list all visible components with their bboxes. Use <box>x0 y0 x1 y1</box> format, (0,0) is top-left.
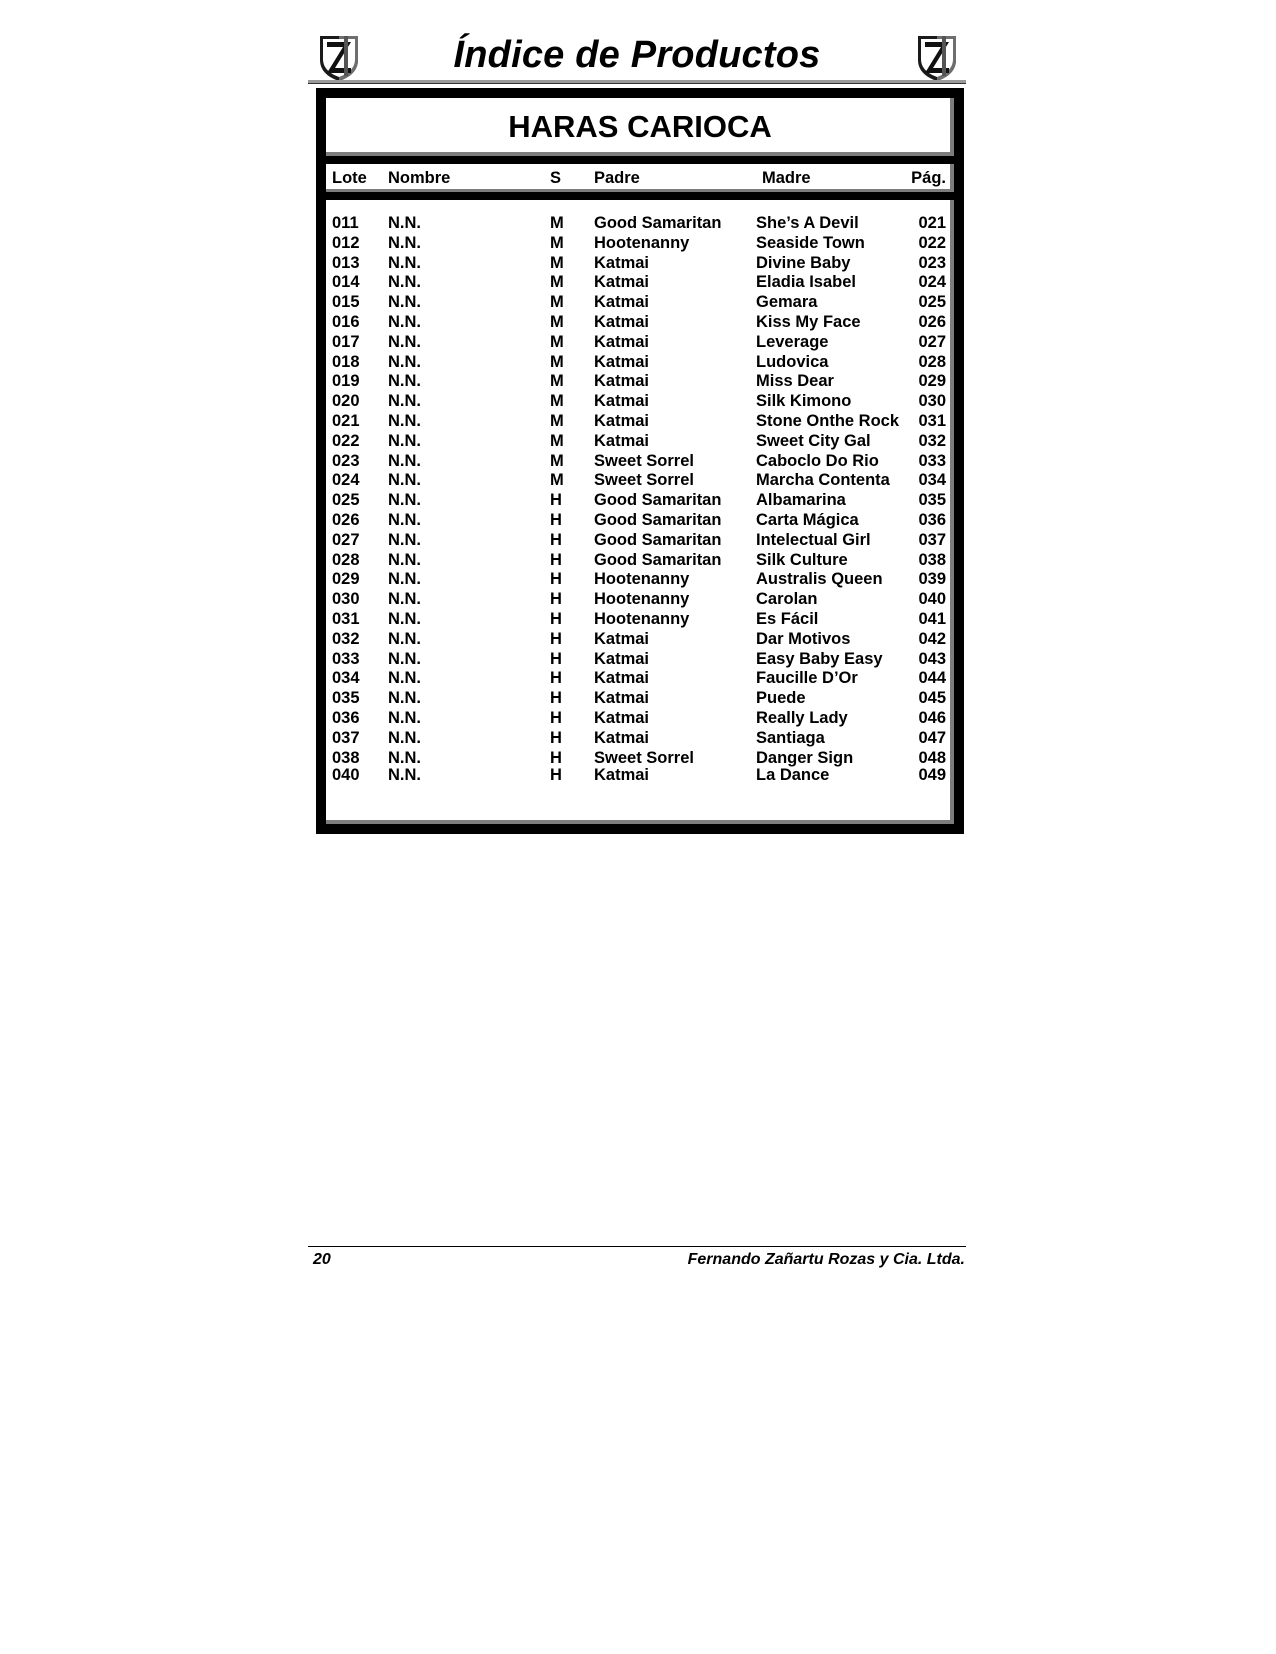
row-nombre: N.N. <box>388 629 421 648</box>
row-padre: Katmai <box>594 392 650 411</box>
row-padre: Katmai <box>594 629 650 648</box>
table-row <box>326 392 954 412</box>
row-sexo: M <box>550 392 564 411</box>
row-lote: 033 <box>332 649 360 668</box>
row-madre: Sweet City Gal <box>756 431 871 450</box>
row-sexo: M <box>550 332 564 351</box>
row-padre: Good Samaritan <box>594 214 722 232</box>
row-pagina: 044 <box>918 669 946 688</box>
row-madre: Stone Onthe Rock <box>756 412 900 430</box>
row-sexo: H <box>550 728 562 747</box>
row-padre: Katmai <box>594 728 650 747</box>
table-row <box>326 709 954 729</box>
table-row <box>326 293 954 313</box>
lots-table <box>326 200 954 824</box>
row-sexo: H <box>550 530 562 549</box>
row-lote: 019 <box>332 372 360 391</box>
row-madre: Leverage <box>756 332 829 351</box>
row-lote: 024 <box>332 471 360 490</box>
table-row <box>326 452 954 472</box>
row-lote: 029 <box>332 570 360 589</box>
table-row <box>326 432 954 452</box>
row-pagina: 038 <box>918 550 946 569</box>
row-padre: Katmai <box>594 766 650 785</box>
row-madre: Divine Baby <box>756 253 851 272</box>
row-madre: Santiaga <box>756 728 825 747</box>
row-pagina: 037 <box>918 530 946 549</box>
row-padre: Hootenanny <box>594 610 690 628</box>
table-row <box>326 313 954 333</box>
column-header-padre: Padre <box>594 169 640 187</box>
row-padre: Hootenanny <box>594 233 690 252</box>
row-nombre: N.N. <box>388 511 421 529</box>
row-nombre: N.N. <box>388 689 421 708</box>
row-lote: 037 <box>332 728 360 747</box>
catalog-frame <box>316 88 964 834</box>
row-madre: Easy Baby Easy <box>756 649 883 668</box>
row-nombre: N.N. <box>388 748 421 767</box>
row-pagina: 048 <box>918 748 946 767</box>
table-row <box>326 630 954 650</box>
row-lote: 018 <box>332 352 360 371</box>
row-madre: Gemara <box>756 293 818 312</box>
row-nombre: N.N. <box>388 392 421 411</box>
row-lote: 028 <box>332 550 360 569</box>
row-madre: Kiss My Face <box>756 313 861 331</box>
row-lote: 021 <box>332 412 360 430</box>
row-madre: Silk Kimono <box>756 392 852 411</box>
row-padre: Katmai <box>594 689 650 708</box>
row-lote: 026 <box>332 511 360 529</box>
table-row <box>326 353 954 373</box>
row-madre: Marcha Contenta <box>756 471 890 490</box>
table-row <box>326 531 954 551</box>
row-lote: 013 <box>332 253 360 272</box>
row-madre: Really Lady <box>756 709 848 727</box>
row-sexo: M <box>550 412 564 430</box>
row-padre: Good Samaritan <box>594 530 722 549</box>
zanartu-shield-logo-icon <box>912 32 962 82</box>
row-nombre: N.N. <box>388 491 421 510</box>
row-madre: Miss Dear <box>756 372 834 391</box>
row-lote: 023 <box>332 451 360 470</box>
row-nombre: N.N. <box>388 649 421 668</box>
row-nombre: N.N. <box>388 214 421 232</box>
row-padre: Good Samaritan <box>594 491 722 510</box>
row-sexo: H <box>550 590 562 609</box>
row-padre: Katmai <box>594 412 650 430</box>
row-lote: 025 <box>332 491 360 510</box>
row-sexo: H <box>550 629 562 648</box>
row-pagina: 045 <box>918 689 946 708</box>
row-nombre: N.N. <box>388 550 421 569</box>
column-header-madre: Madre <box>762 169 811 187</box>
breeder-name: HARAS CARIOCA <box>508 109 772 144</box>
table-row <box>326 372 954 392</box>
table-row <box>326 551 954 571</box>
table-row <box>326 412 954 432</box>
row-sexo: H <box>550 511 562 529</box>
table-header <box>326 164 954 192</box>
row-padre: Katmai <box>594 253 650 272</box>
row-lote: 020 <box>332 392 360 411</box>
row-nombre: N.N. <box>388 590 421 609</box>
row-pagina: 040 <box>918 590 946 609</box>
row-nombre: N.N. <box>388 372 421 391</box>
row-sexo: H <box>550 689 562 708</box>
row-padre: Katmai <box>594 313 650 331</box>
row-madre: Es Fácil <box>756 610 819 628</box>
row-pagina: 023 <box>918 253 946 272</box>
row-lote: 017 <box>332 332 360 351</box>
row-lote: 014 <box>332 273 360 292</box>
row-lote: 032 <box>332 629 360 648</box>
row-sexo: H <box>550 669 562 688</box>
row-sexo: H <box>550 550 562 569</box>
header-divider-line <box>308 83 966 84</box>
table-row <box>326 610 954 630</box>
row-padre: Katmai <box>594 273 650 292</box>
row-nombre: N.N. <box>388 352 421 371</box>
row-padre: Good Samaritan <box>594 511 722 529</box>
row-sexo: H <box>550 610 562 628</box>
row-sexo: M <box>550 253 564 272</box>
row-padre: Katmai <box>594 332 650 351</box>
row-sexo: M <box>550 352 564 371</box>
column-header-pagina: Pág. <box>911 169 946 187</box>
row-padre: Hootenanny <box>594 570 690 589</box>
row-nombre: N.N. <box>388 530 421 549</box>
row-pagina: 028 <box>918 352 946 371</box>
row-sexo: H <box>550 709 562 727</box>
row-nombre: N.N. <box>388 233 421 252</box>
row-nombre: N.N. <box>388 332 421 351</box>
row-madre: Eladia Isabel <box>756 273 856 292</box>
row-nombre: N.N. <box>388 293 421 312</box>
table-row <box>326 689 954 709</box>
row-madre: Silk Culture <box>756 550 848 569</box>
row-madre: Albamarina <box>756 491 846 510</box>
row-padre: Hootenanny <box>594 590 690 609</box>
row-madre: Dar Motivos <box>756 629 851 648</box>
table-row <box>326 511 954 531</box>
row-lote: 015 <box>332 293 360 312</box>
row-lote: 035 <box>332 689 360 708</box>
table-row <box>326 570 954 590</box>
row-nombre: N.N. <box>388 570 421 589</box>
footer-divider <box>308 1246 966 1247</box>
row-sexo: H <box>550 748 562 767</box>
row-pagina: 031 <box>918 412 946 430</box>
row-pagina: 043 <box>918 649 946 668</box>
row-sexo: H <box>550 491 562 510</box>
row-lote: 038 <box>332 748 360 767</box>
row-sexo: M <box>550 273 564 292</box>
table-row <box>326 590 954 610</box>
row-nombre: N.N. <box>388 669 421 688</box>
row-sexo: M <box>550 313 564 331</box>
row-pagina: 021 <box>918 214 946 232</box>
table-row <box>326 766 954 786</box>
row-nombre: N.N. <box>388 728 421 747</box>
row-madre: Ludovica <box>756 352 829 371</box>
page-title: Índice de Productos <box>453 34 821 76</box>
row-madre: Caboclo Do Rio <box>756 451 879 470</box>
row-madre: Danger Sign <box>756 748 854 767</box>
column-header-lote: Lote <box>332 169 367 187</box>
row-padre: Katmai <box>594 669 650 688</box>
row-sexo: M <box>550 431 564 450</box>
row-lote: 036 <box>332 709 360 727</box>
row-sexo: H <box>550 766 562 785</box>
row-nombre: N.N. <box>388 451 421 470</box>
row-padre: Katmai <box>594 372 650 391</box>
table-row <box>326 669 954 689</box>
row-pagina: 046 <box>918 709 946 727</box>
row-pagina: 033 <box>918 451 946 470</box>
row-padre: Good Samaritan <box>594 550 722 569</box>
row-nombre: N.N. <box>388 273 421 292</box>
page-number: 20 <box>313 1251 331 1268</box>
row-lote: 031 <box>332 610 360 628</box>
row-madre: She’s A Devil <box>756 214 859 232</box>
row-nombre: N.N. <box>388 412 421 430</box>
row-nombre: N.N. <box>388 253 421 272</box>
row-madre: La Dance <box>756 766 830 785</box>
table-row <box>326 471 954 491</box>
company-name: Fernando Zañartu Rozas y Cia. Ltda. <box>687 1251 965 1268</box>
row-pagina: 027 <box>918 332 946 351</box>
row-sexo: M <box>550 471 564 490</box>
row-madre: Carta Mágica <box>756 511 859 529</box>
table-row <box>326 333 954 353</box>
row-lote: 027 <box>332 530 360 549</box>
row-nombre: N.N. <box>388 471 421 490</box>
row-pagina: 024 <box>918 273 946 292</box>
table-row <box>326 650 954 670</box>
row-padre: Sweet Sorrel <box>594 451 694 470</box>
row-madre: Puede <box>756 689 806 708</box>
row-lote: 012 <box>332 233 360 252</box>
row-sexo: M <box>550 293 564 312</box>
row-pagina: 030 <box>918 392 946 411</box>
row-nombre: N.N. <box>388 431 421 450</box>
row-lote: 034 <box>332 669 360 688</box>
column-header-nombre: Nombre <box>388 169 451 187</box>
row-sexo: M <box>550 214 564 232</box>
row-pagina: 026 <box>918 313 946 331</box>
row-pagina: 047 <box>918 728 946 747</box>
row-padre: Sweet Sorrel <box>594 471 694 490</box>
row-sexo: H <box>550 570 562 589</box>
table-row <box>326 234 954 254</box>
column-header-sexo: S <box>550 169 562 187</box>
row-madre: Intelectual Girl <box>756 530 871 549</box>
row-pagina: 029 <box>918 372 946 391</box>
row-lote: 022 <box>332 431 360 450</box>
row-pagina: 022 <box>918 233 946 252</box>
row-lote: 016 <box>332 313 360 331</box>
row-madre: Carolan <box>756 590 818 609</box>
row-padre: Katmai <box>594 649 650 668</box>
table-row <box>326 214 954 234</box>
row-nombre: N.N. <box>388 610 421 628</box>
row-padre: Katmai <box>594 431 650 450</box>
table-row <box>326 254 954 274</box>
row-pagina: 035 <box>918 491 946 510</box>
row-madre: Faucille D’Or <box>756 669 858 688</box>
row-padre: Sweet Sorrel <box>594 748 694 767</box>
table-row <box>326 491 954 511</box>
page-header <box>308 30 966 86</box>
row-pagina: 039 <box>918 570 946 589</box>
row-pagina: 034 <box>918 471 946 490</box>
row-pagina: 025 <box>918 293 946 312</box>
row-padre: Katmai <box>594 709 650 727</box>
row-pagina: 049 <box>918 766 946 785</box>
row-nombre: N.N. <box>388 766 421 785</box>
row-sexo: M <box>550 451 564 470</box>
row-padre: Katmai <box>594 352 650 371</box>
row-madre: Seaside Town <box>756 233 865 252</box>
row-nombre: N.N. <box>388 313 421 331</box>
row-pagina: 032 <box>918 431 946 450</box>
row-pagina: 042 <box>918 629 946 648</box>
row-sexo: H <box>550 649 562 668</box>
row-padre: Katmai <box>594 293 650 312</box>
row-lote: 040 <box>332 766 360 785</box>
table-row <box>326 729 954 749</box>
row-lote: 030 <box>332 590 360 609</box>
row-pagina: 041 <box>918 610 946 628</box>
row-nombre: N.N. <box>388 709 421 727</box>
row-madre: Australis Queen <box>756 570 883 589</box>
row-lote: 011 <box>332 214 359 232</box>
row-pagina: 036 <box>918 511 946 529</box>
table-row <box>326 273 954 293</box>
row-sexo: M <box>550 372 564 391</box>
row-sexo: M <box>550 233 564 252</box>
breeder-title-panel <box>326 98 954 156</box>
